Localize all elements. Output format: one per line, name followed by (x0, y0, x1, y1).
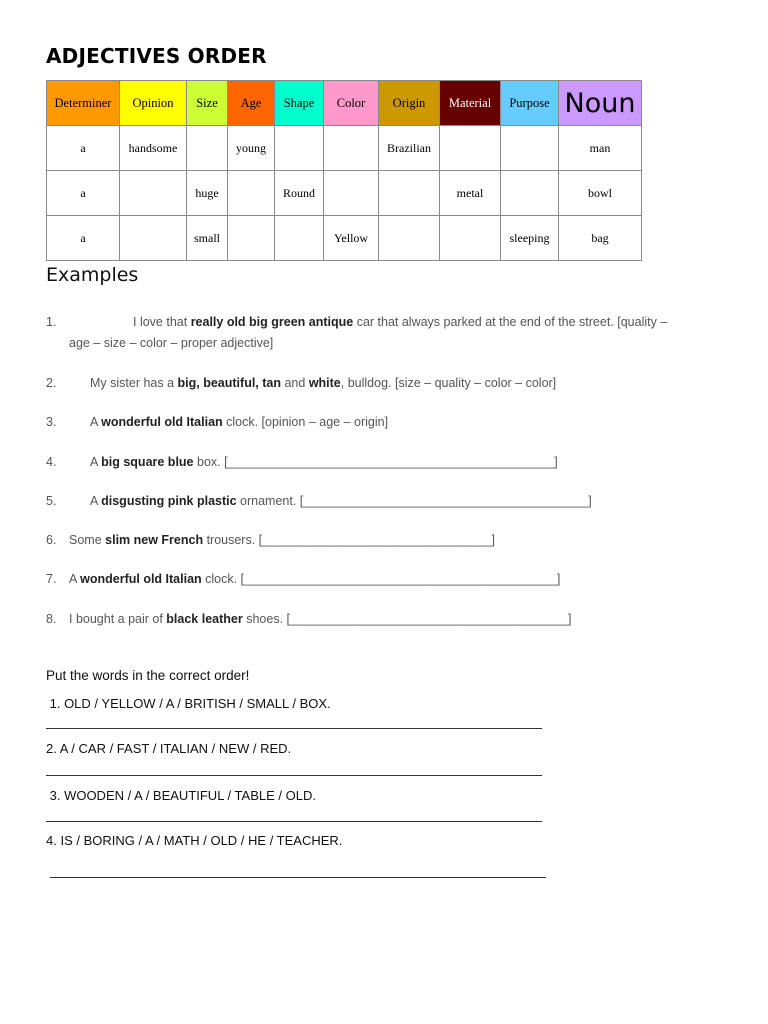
example-4 (46, 452, 716, 473)
example-number: 4. (46, 455, 57, 469)
answer-line-3[interactable] (46, 821, 542, 822)
example-text: and (281, 376, 309, 390)
table-cell-shape: Round (275, 171, 324, 216)
example-answer-blank[interactable]: ornament. [_________________________________________] (236, 494, 592, 508)
table-cell-opinion (120, 171, 187, 216)
example-number: 2. (46, 376, 57, 390)
order-item-4: 4. IS / BORING / A / MATH / OLD / HE / TEACHER. (46, 833, 343, 848)
example-bold: slim new French (105, 533, 204, 547)
table-cell-noun: bag (559, 216, 642, 261)
example-3 (46, 412, 716, 433)
table-cell-material (440, 216, 501, 261)
header-noun: Noun (559, 81, 642, 126)
table-cell-color: Yellow (324, 216, 379, 261)
example-bold: white (308, 376, 341, 390)
table-cell-size: small (187, 216, 228, 261)
order-instructions: Put the words in the correct order! (46, 668, 250, 683)
table-cell-shape (275, 216, 324, 261)
example-answer-blank[interactable]: shoes. [________________________________________] (242, 612, 572, 626)
example-text: A (90, 494, 102, 508)
example-bold: wonderful old Italian (101, 415, 223, 429)
table-cell-purpose (501, 126, 559, 171)
answer-line-1[interactable] (46, 728, 542, 729)
table-cell-age: young (228, 126, 275, 171)
table-header-row (47, 81, 642, 126)
answer-line-2[interactable] (46, 775, 542, 776)
order-item-3: 3. WOODEN / A / BEAUTIFUL / TABLE / OLD. (46, 788, 316, 803)
table-cell-noun: man (559, 126, 642, 171)
header-material: Material (440, 81, 501, 126)
example-text: My sister has a (90, 376, 178, 390)
table-row (47, 216, 642, 261)
example-bold: big, beautiful, tan (177, 376, 281, 390)
example-bold: wonderful old Italian (80, 572, 202, 586)
example-2 (46, 373, 716, 394)
table-cell-determiner: a (47, 126, 120, 171)
example-text: Some (69, 533, 106, 547)
example-bold: big square blue (101, 455, 194, 469)
examples-heading: Examples (46, 264, 139, 286)
table-cell-age (228, 171, 275, 216)
example-number: 3. (46, 415, 57, 429)
example-text: A (69, 572, 81, 586)
header-shape: Shape (275, 81, 324, 126)
order-item-2: 2. A / CAR / FAST / ITALIAN / NEW / RED. (46, 741, 292, 756)
example-5 (46, 491, 716, 512)
example-number: 7. (46, 572, 57, 586)
example-number: 8. (46, 612, 57, 626)
example-text: clock. [opinion – age – origin] (222, 415, 389, 429)
table-cell-noun: bowl (559, 171, 642, 216)
table-cell-purpose (501, 171, 559, 216)
table-row (47, 171, 642, 216)
example-text: A (90, 415, 102, 429)
header-determiner: Determiner (47, 81, 120, 126)
table-row (47, 126, 642, 171)
table-cell-purpose: sleeping (501, 216, 559, 261)
example-answer-blank[interactable]: clock. [_____________________________________________] (201, 572, 561, 586)
example-text: car that always parked at the end of the street. [quality – (353, 315, 668, 329)
header-purpose: Purpose (501, 81, 559, 126)
table-cell-material (440, 126, 501, 171)
example-bold: black leather (166, 612, 243, 626)
header-color: Color (324, 81, 379, 126)
table-cell-material: metal (440, 171, 501, 216)
adjective-order-table (46, 80, 642, 261)
example-number: 6. (46, 533, 57, 547)
example-text: , bulldog. [size – quality – color – color] (340, 376, 557, 390)
table-cell-age (228, 216, 275, 261)
table-cell-origin: Brazilian (379, 126, 440, 171)
example-bold: really old big green antique (190, 315, 354, 329)
example-text: A (90, 455, 102, 469)
table-cell-size: huge (187, 171, 228, 216)
example-6 (46, 530, 716, 551)
example-text: I love that (133, 315, 191, 329)
example-1 (46, 312, 716, 354)
header-size: Size (187, 81, 228, 126)
page-title: ADJECTIVES ORDER (46, 44, 267, 68)
table-cell-opinion: handsome (120, 126, 187, 171)
table-cell-color (324, 126, 379, 171)
answer-line-4[interactable] (50, 877, 546, 878)
table-cell-determiner: a (47, 171, 120, 216)
table-cell-opinion (120, 216, 187, 261)
table-cell-shape (275, 126, 324, 171)
example-bold: disgusting pink plastic (101, 494, 237, 508)
example-8 (46, 609, 716, 630)
header-opinion: Opinion (120, 81, 187, 126)
example-number: 1. (46, 315, 57, 329)
table-cell-size (187, 126, 228, 171)
header-origin: Origin (379, 81, 440, 126)
header-age: Age (228, 81, 275, 126)
example-continuation: age – size – color – proper adjective] (69, 336, 274, 350)
table-cell-origin (379, 171, 440, 216)
table-cell-color (324, 171, 379, 216)
order-item-1: 1. OLD / YELLOW / A / BRITISH / SMALL / BOX. (46, 696, 331, 711)
example-text: I bought a pair of (69, 612, 167, 626)
example-7 (46, 569, 716, 590)
table-cell-origin (379, 216, 440, 261)
table-cell-determiner: a (47, 216, 120, 261)
example-number: 5. (46, 494, 57, 508)
example-answer-blank[interactable]: trousers. [_________________________________] (203, 533, 496, 547)
example-answer-blank[interactable]: box. [_______________________________________________] (193, 455, 558, 469)
